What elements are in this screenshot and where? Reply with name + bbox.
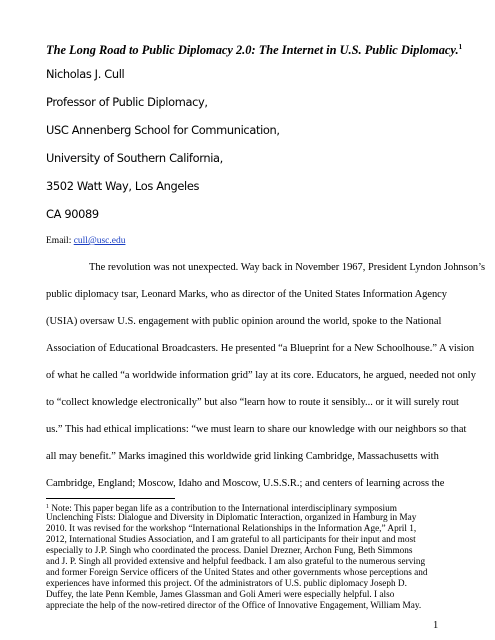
email-line [46, 236, 125, 246]
body-line: Cambridge, England; Moscow, Idaho and Moscow, U.S.S.R.; and centers of learning across the [46, 478, 445, 489]
footnote-line: and former Foreign Service officers of the United States and other governments whose perceptions and [46, 568, 428, 578]
body-line: (USIA) oversaw U.S. engagement with public opinion around the world, spoke to the National [46, 316, 442, 327]
title-text: The Long Road to Public Diplomacy 2.0: The Internet in U.S. Public Diplomacy. [46, 43, 459, 57]
author-name: Nicholas J. Cull [46, 67, 125, 81]
footnote-line: Unclenching Fists: Dialogue and Diversity in Diplomatic Interaction, organized in Hamburg in May [46, 513, 417, 523]
body-line: to “collect knowledge electronically” but also “learn how to route it sensibly... or it will surely rout [46, 397, 459, 408]
author-position: Professor of Public Diplomacy, [46, 95, 208, 109]
footnote-line: appreciate the help of the now-retired director of the Office of Innovative Engagement, William May. [46, 601, 422, 611]
paper-title [46, 43, 486, 58]
author-university: University of Southern California, [46, 151, 223, 165]
body-line: us.” This had ethical implications: “we must learn to share our knowledge with our neighbors so that [46, 424, 467, 435]
footnote-text: Note: This paper began life as a contribution to the International interdisciplinary symposium [49, 504, 397, 514]
footnote-line: 2010. It was revised for the workshop “International Relationships in the Information Age,” April 1, [46, 524, 417, 534]
email-link[interactable]: cull@usc.edu [73, 236, 126, 246]
body-line: public diplomacy tsar, Leonard Marks, who as director of the United States Information Agency [46, 289, 448, 300]
body-line: Association of Educational Broadcasters. He presented “a Blueprint for a New Schoolhouse.” A vision [46, 343, 475, 354]
footnote-line: 2012, International Studies Association, and I am grateful to all participants for their input and most [46, 535, 416, 545]
footnote-separator [46, 498, 175, 499]
footnote-line: and J. P. Singh all provided extensive and helpful feedback. I am also grateful to the numerous serving [46, 557, 426, 567]
footnote-line: especially to J.P. Singh who coordinated the process. Daniel Drezner, Archon Fung, Beth Simmons [46, 546, 413, 556]
footnote-line: experiences have informed this project. Of the administrators of U.S. public diplomacy Joseph D. [46, 579, 407, 589]
footnote-mark: 1 [46, 504, 49, 510]
footnote-line: Duffey, the late Penn Kemble, James Glassman and Goli Ameri were especially helpful. I also [46, 590, 395, 600]
body-line: all may benefit.” Marks imagined this worldwide grid linking Cambridge, Massachusetts with [46, 451, 439, 462]
email-label: Email: [46, 236, 74, 246]
author-street: 3502 Watt Way, Los Angeles [46, 179, 200, 193]
author-state-zip: CA 90089 [46, 207, 99, 221]
author-school: USC Annenberg School for Communication, [46, 123, 280, 137]
page-number: 1 [433, 620, 439, 631]
body-line: The revolution was not unexpected. Way back in November 1967, President Lyndon Johnson’s [89, 262, 486, 273]
body-line: of what he called “a worldwide information grid” lay at its core. Educators, he argued, needed not only [46, 370, 476, 381]
title-footnote-mark[interactable]: 1 [458, 43, 463, 51]
